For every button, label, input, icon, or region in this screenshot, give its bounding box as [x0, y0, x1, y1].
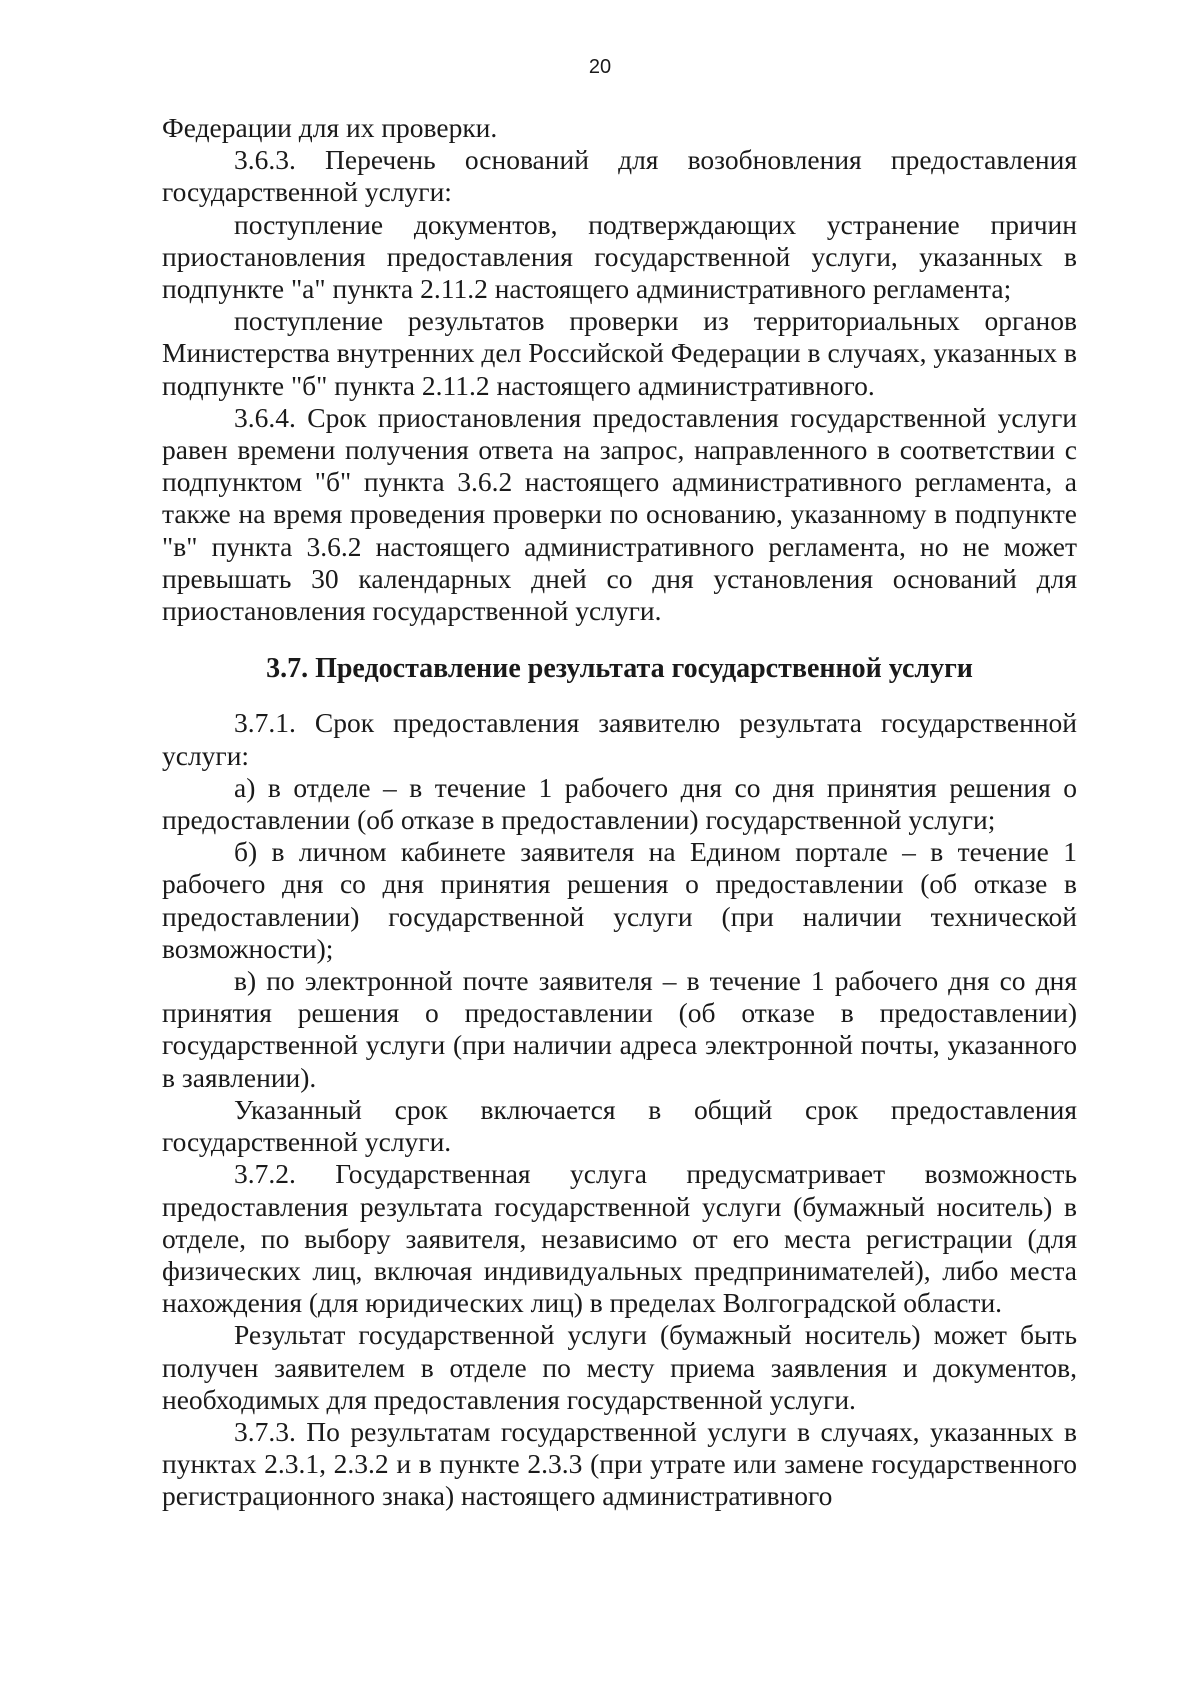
paragraph: 3.7.1. Срок предоставления заявителю результата государственной услуги: [162, 707, 1077, 771]
paragraph: Указанный срок включается в общий срок предоставления государственной услуги. [162, 1093, 1077, 1158]
paragraph: Федерации для их проверки. [162, 112, 498, 143]
paragraph: 3.7.3. По результатам государственной услуги в случаях, указанных в пунктах 2.3.1, 2.3.2 и в пункте 2.3.3 (при утрате или замене государственного регистрационного знака) настоящего административного [162, 1415, 1077, 1512]
paragraph: Результат государственной услуги (бумажный носитель) может быть получен заявителем в отделе по месту приема заявления и документов, необходимых для предоставления государственной услуги. [162, 1319, 1077, 1415]
paragraph: 3.6.3. Перечень оснований для возобновления предоставления государственной услуги: [162, 144, 1077, 208]
document-body [162, 112, 1077, 1513]
paragraph: поступление результатов проверки из территориальных органов Министерства внутренних дел Российской Федерации в случаях, указанных в подпункте "б" пункта 2.11.2 настоящего административного. [162, 305, 1077, 401]
section-heading: 3.7. Предоставление результата государственной услуги [266, 653, 973, 685]
paragraph: 3.7.2. Государственная услуга предусматривает возможность предоставления результата государственной услуги (бумажный носитель) в отделе, по выбору заявителя, независимо от его места регистрации (для физических лиц, включая индивидуальных предпринимателей), либо места нахождения (для юридических лиц) в пределах Волгоградской области. [162, 1158, 1077, 1319]
paragraph: б) в личном кабинете заявителя на Едином портале – в течение 1 рабочего дня со дня принятия решения о предоставлении (об отказе в предоставлении) государственной услуги (при наличии технической возможности); [162, 836, 1077, 964]
page-number: 20 [588, 56, 612, 78]
paragraph: а) в отделе – в течение 1 рабочего дня со дня принятия решения о предоставлении (об отказе в предоставлении) государственной услуги; [162, 771, 1077, 836]
paragraph: поступление документов, подтверждающих устранение причин приостановления предоставления государственной услуги, указанных в подпункте "а" пункта 2.11.2 настоящего административного регламента; [162, 208, 1077, 305]
paragraph: в) по электронной почте заявителя – в течение 1 рабочего дня со дня принятия решения о предоставлении (об отказе в предоставлении) государственной услуги (при наличии адреса электронной почты, указанного в заявлении). [162, 965, 1077, 1093]
paragraph: 3.6.4. Срок приостановления предоставления государственной услуги равен времени получения ответа на запрос, направленного в соответствии с подпунктом "б" пункта 3.6.2 настоящего административного регламента, а также на время проведения проверки по основанию, указанному в подпункте "в" пункта 3.6.2 настоящего административного регламента, но не может превышать 30 календарных дней со дня установления оснований для приостановления государственной услуги. [162, 401, 1077, 627]
